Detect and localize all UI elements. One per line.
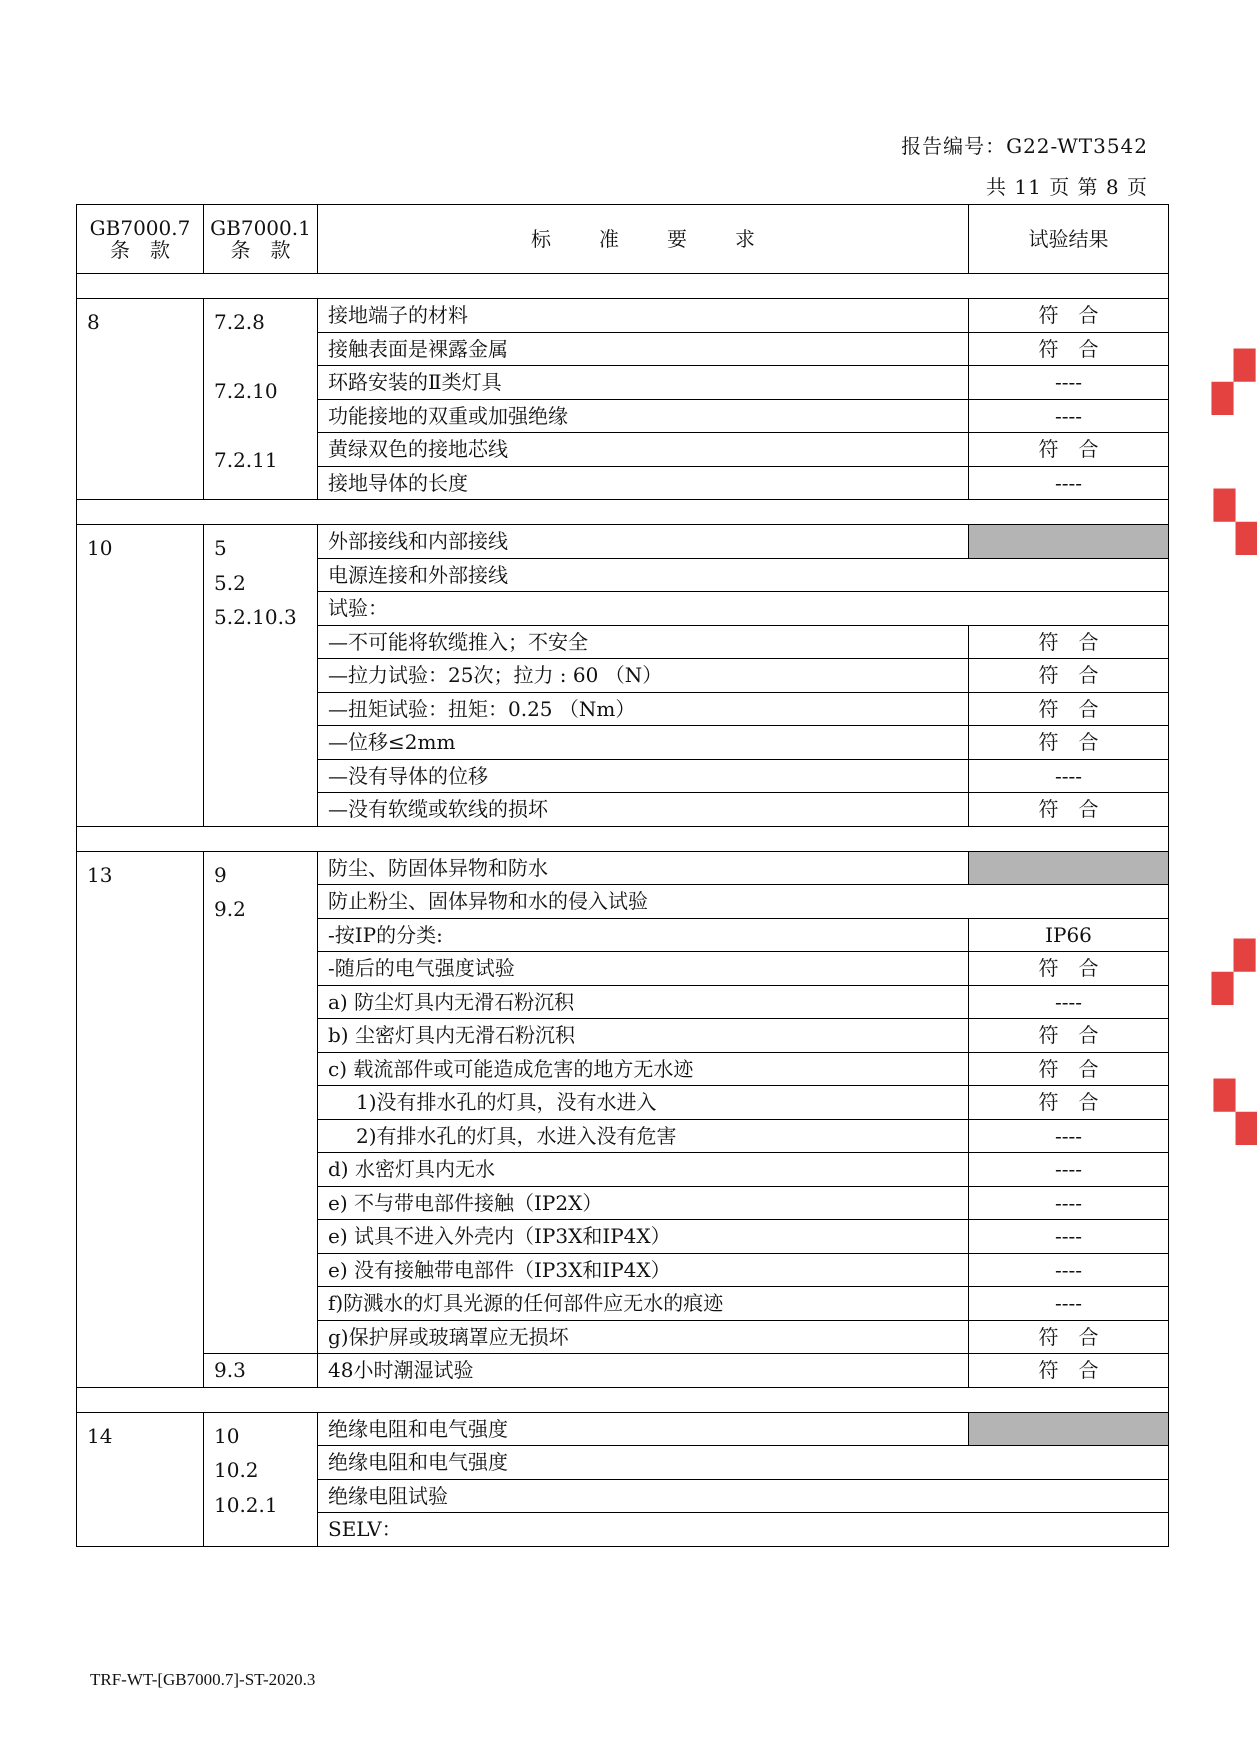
clause-gb7000-7: 13 [77, 851, 204, 1387]
requirement-cell: 1)没有排水孔的灯具，没有水进入 [318, 1086, 969, 1120]
result-cell: 符 合 [969, 332, 1169, 366]
header-req-char: 要 [667, 227, 687, 251]
result-cell: 符 合 [969, 793, 1169, 827]
red-seal-fragment: ▚ [1214, 1080, 1257, 1145]
document-footer: TRF-WT-[GB7000.7]-ST-2020.3 [90, 1670, 316, 1689]
result-cell: ---- [969, 985, 1169, 1019]
clause-number: 9.3 [204, 1354, 318, 1388]
result-cell: ---- [969, 1119, 1169, 1153]
table-row [77, 299, 1169, 333]
requirement-cell: f)防溅水的灯具光源的任何部件应无水的痕迹 [318, 1287, 969, 1321]
header-gb7000-1 [204, 205, 318, 274]
result-cell: 符 合 [969, 952, 1169, 986]
requirement-cell: e) 不与带电部件接触（IP2X） [318, 1186, 969, 1220]
result-cell: 符 合 [969, 1320, 1169, 1354]
header-result: 试验结果 [969, 205, 1169, 274]
requirement-cell: c) 载流部件或可能造成危害的地方无水迹 [318, 1052, 969, 1086]
requirement-cell: a) 防尘灯具内无滑石粉沉积 [318, 985, 969, 1019]
result-cell: ---- [969, 759, 1169, 793]
clause-number: 5.2 [214, 570, 246, 595]
requirement-cell: 防止粉尘、固体异物和水的侵入试验 [318, 885, 1169, 919]
requirement-cell: 环路安装的Ⅱ类灯具 [318, 366, 969, 400]
clause-number: 5.2.10.3 [214, 605, 297, 629]
requirement-cell: 试验： [318, 592, 1169, 626]
result-cell: ---- [969, 366, 1169, 400]
requirement-cell: 48小时潮湿试验 [318, 1354, 969, 1388]
result-cell: 符 合 [969, 1052, 1169, 1086]
requirement-cell: 功能接地的双重或加强绝缘 [318, 399, 969, 433]
clause-number: 7.2.11 [214, 448, 278, 472]
clause-gb7000-7: 8 [77, 299, 204, 500]
requirement-cell: 电源连接和外部接线 [318, 558, 1169, 592]
page-counter: 共 11 页 第 8 页 [986, 175, 1148, 199]
clause-number: 10 [214, 1423, 240, 1448]
result-cell-shaded [969, 525, 1169, 559]
clause-number: 5 [214, 536, 227, 560]
requirement-cell: 2)有排水孔的灯具，水进入没有危害 [318, 1119, 969, 1153]
table-row [77, 1354, 1169, 1388]
red-seal-fragment: ▞ [1212, 350, 1256, 415]
requirement-cell: e) 试具不进入外壳内（IP3X和IP4X） [318, 1220, 969, 1254]
result-cell: ---- [969, 1186, 1169, 1220]
header-gb7000-7-code: GB7000.7 [89, 216, 191, 240]
requirement-cell: 绝缘电阻试验 [318, 1479, 1169, 1513]
spacer-row [77, 500, 1169, 525]
requirement-cell: —扭矩试验：扭矩：0.25 （Nm） [318, 692, 969, 726]
spacer-row [77, 1387, 1169, 1412]
result-cell-shaded [969, 1412, 1169, 1446]
spacer-row [77, 274, 1169, 299]
result-cell: 符 合 [969, 659, 1169, 693]
clause-number: 9 [214, 862, 227, 887]
result-cell: ---- [969, 1220, 1169, 1254]
header-req-char: 准 [599, 227, 619, 251]
requirement-cell: -按IP的分类: [318, 918, 969, 952]
clause-number: 7.2.10 [214, 379, 278, 403]
result-cell: 符 合 [969, 1019, 1169, 1053]
requirement-cell: 外部接线和内部接线 [318, 525, 969, 559]
clause-gb7000-7: 14 [77, 1412, 204, 1546]
result-cell: IP66 [969, 918, 1169, 952]
clause-gb7000-1 [204, 851, 318, 1354]
clause-number: 10.2 [214, 1458, 259, 1482]
requirement-cell: 接地端子的材料 [318, 299, 969, 333]
result-cell: 符 合 [969, 726, 1169, 760]
result-cell: 符 合 [969, 299, 1169, 333]
report-number: 报告编号：G22-WT3542 [901, 134, 1148, 158]
requirement-cell: 接触表面是裸露金属 [318, 332, 969, 366]
requirement-cell: —没有软缆或软线的损坏 [318, 793, 969, 827]
requirement-cell: 防尘、防固体异物和防水 [318, 851, 969, 885]
header-gb7000-7 [77, 205, 204, 274]
requirement-cell: 绝缘电阻和电气强度 [318, 1446, 1169, 1480]
table-row [77, 525, 1169, 559]
result-cell-shaded [969, 851, 1169, 885]
result-cell: ---- [969, 399, 1169, 433]
clause-gb7000-1 [204, 1412, 318, 1546]
result-cell: 符 合 [969, 1354, 1169, 1388]
clause-number: 7.2.8 [214, 310, 265, 334]
requirement-cell: -随后的电气强度试验 [318, 952, 969, 986]
table-row [77, 1412, 1169, 1446]
requirement-cell: 接地导体的长度 [318, 466, 969, 500]
requirement-cell: e) 没有接触带电部件（IP3X和IP4X） [318, 1253, 969, 1287]
result-cell: ---- [969, 1153, 1169, 1187]
red-seal-fragment: ▚ [1214, 490, 1257, 555]
clause-number [214, 340, 307, 375]
requirement-cell: —位移≤2mm [318, 726, 969, 760]
result-cell: 符 合 [969, 1086, 1169, 1120]
header-gb7000-1-label: 条 款 [230, 238, 291, 262]
red-seal-fragment: ▞ [1212, 940, 1256, 1005]
result-cell: ---- [969, 1287, 1169, 1321]
table-row [77, 851, 1169, 885]
requirement-cell: —不可能将软缆推入；不安全 [318, 625, 969, 659]
clause-gb7000-7: 10 [77, 525, 204, 827]
table-header-row [77, 205, 1169, 274]
test-results-table [76, 204, 1169, 1547]
requirement-cell: g)保护屏或玻璃罩应无损坏 [318, 1320, 969, 1354]
spacer-row [77, 826, 1169, 851]
header-req-char: 求 [735, 227, 755, 251]
result-cell: 符 合 [969, 433, 1169, 467]
header-gb7000-1-code: GB7000.1 [210, 216, 311, 240]
header-gb7000-7-label: 条 款 [110, 238, 170, 262]
requirement-cell: —没有导体的位移 [318, 759, 969, 793]
clause-number: 10.2.1 [214, 1492, 278, 1517]
requirement-cell: 黄绿双色的接地芯线 [318, 433, 969, 467]
clause-number [214, 409, 307, 444]
clause-gb7000-1 [204, 299, 318, 500]
header-req-char: 标 [531, 227, 551, 251]
header-requirement [318, 205, 969, 274]
result-cell: ---- [969, 1253, 1169, 1287]
requirement-cell: b) 尘密灯具内无滑石粉沉积 [318, 1019, 969, 1053]
clause-number: 9.2 [214, 897, 246, 921]
result-cell: ---- [969, 466, 1169, 500]
requirement-cell: 绝缘电阻和电气强度 [318, 1412, 969, 1446]
result-cell: 符 合 [969, 692, 1169, 726]
requirement-cell: d) 水密灯具内无水 [318, 1153, 969, 1187]
requirement-cell: —拉力试验：25次；拉力 : 60 （N） [318, 659, 969, 693]
clause-gb7000-1 [204, 525, 318, 827]
result-cell: 符 合 [969, 625, 1169, 659]
requirement-cell: SELV： [318, 1513, 1169, 1547]
